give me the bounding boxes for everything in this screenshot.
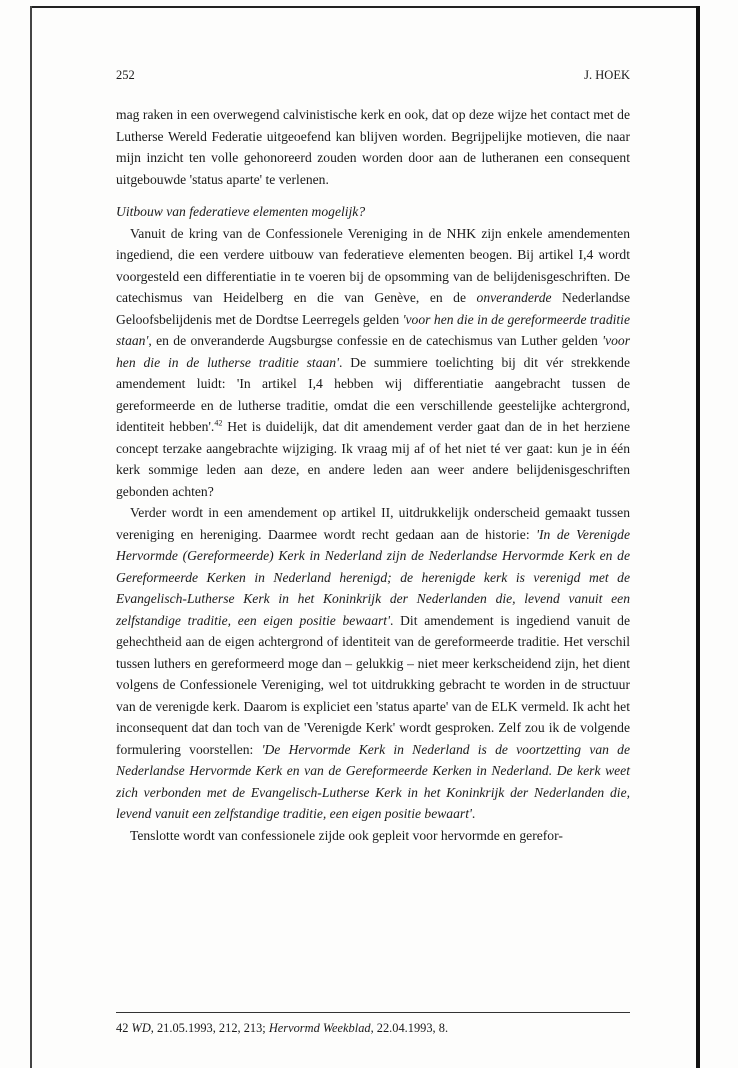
text-run: . Dit amendement is ingediend vanuit de gehechtheid aan de eigen achtergrond of identiteit van de gereformeerde traditie. Het verschil tussen luthers en gereformeerd moge dan – gelukkig – niet meer kerkscheidend zijn, het dient volgens de Confessionele Vereniging, wel tot uitdrukking gebracht te worden in de structuur van de verenigde kerk. Daarom is expliciet een 'status aparte' van de ELK vermeld. Ik acht het inconsequent dat dan toch van de 'Verenigde Kerk' wordt gesproken. Zelf zou ik de volgende formulering voorstellen: <box>116 612 630 757</box>
page-number: 252 <box>116 68 135 82</box>
italic-text: WD <box>131 1021 151 1035</box>
paragraph <box>116 825 630 847</box>
italic-text: 'De Hervormde Kerk in Nederland is de voortzetting van de Nederlandse Hervormde Kerk en van de Gereformeerde Kerken in Nederland. De kerk weet zich verbonden met de Evangelisch-Lutherse Kerk in het Koninkrijk der Nederlanden die, levend vanuit een zelfstandige traditie, een eigen positie bewaart' <box>116 741 631 821</box>
text-run: mag raken in een overwegend calvinistische kerk en ook, dat op deze wijze het contact met de Lutherse Wereld Federatie uitgeoefend kan blijven worden. Begrijpelijke motieven, die naar mijn inzicht ten volle gehonoreerd zouden worden door aan de lutheranen een consequent uitgebouwde 'status aparte' te verlenen. <box>116 107 630 187</box>
footnote-rule <box>116 1012 630 1013</box>
text-run: Vanuit de kring van de Confessionele Vereniging in de NHK zijn enkele amendementen ingediend, die een verdere uitbouw van federatieve elementen beogen. Bij artikel I,4 wordt voorgesteld een differentiatie in te voeren bij de opsomming van de belijdenisgeschriften. De catechismus van Heidelberg en die van Genève, en de <box>116 225 630 305</box>
running-head-author: J. HOEK <box>584 68 630 82</box>
italic-text: Uitbouw van federatieve elementen mogelijk? <box>116 204 366 219</box>
text-run: . De summiere toelichting bij dit vér strekkende amendement luidt: 'In artikel I,4 hebben wij differentiatie aangebracht tussen de gereformeerde en de lutherse traditie, omdat die een verschillende geestelijke achtergrond, identiteit hebben'. <box>116 354 630 434</box>
italic-text: 'voor hen die in de gereformeerde traditie staan' <box>116 311 630 348</box>
section-heading <box>116 201 630 223</box>
scan-border-left <box>30 6 32 1068</box>
footnote <box>116 1020 630 1036</box>
scan-border-right <box>696 6 700 1068</box>
running-header <box>116 68 630 83</box>
paragraph <box>116 223 630 503</box>
scan-border-top <box>30 6 700 8</box>
italic-text: Hervormd Weekblad <box>268 1021 371 1035</box>
text-run: , 21.05.1993, 212, 213; <box>150 1021 269 1035</box>
footnote-ref: 42 <box>214 418 223 428</box>
paragraph <box>116 104 630 190</box>
text-run: Verder wordt in een amendement op artikel II, uitdrukkelijk onderscheid gemaakt tussen vereniging en hereniging. Daarmee wordt recht gedaan aan de historie: <box>116 505 630 542</box>
italic-text: onveranderde <box>476 290 552 305</box>
footnote-text <box>132 1021 449 1035</box>
text-run: Het is duidelijk, dat dit amendement verder gaat dan de in het herziene concept terzake aangebrachte wijziging. Ik vraag mij af of het niet té ver gaat: kun je in één kerk sommige leden aan deze, en andere leden aan weer andere belijdenisgeschriften gebonden achten? <box>116 419 630 499</box>
body-text <box>116 104 630 846</box>
text-run: , en de onveranderde Augsburgse confessie en de catechismus van Luther gelden <box>148 333 603 348</box>
text-run: Nederlandse Geloofsbelijdenis met de Dordtse Leerregels gelden <box>116 290 630 327</box>
italic-text: 'In de Verenigde Hervormde (Gereformeerde) Kerk in Nederland zijn de Nederlandse Hervormde Kerk en de Gereformeerde Kerken in Nederland herenigd; de herenigde kerk is verenigd met de Evangelisch-Lutherse Kerk in het Koninkrijk der Nederlanden die, levend vanuit een zelfstandige traditie, een eigen positie bewaart' <box>116 526 630 628</box>
footnote-number: 42 <box>116 1021 129 1035</box>
text-run: , 22.04.1993, 8. <box>370 1021 449 1035</box>
paragraph <box>116 502 630 825</box>
text-run: Tenslotte wordt van confessionele zijde ook gepleit voor hervormde en gerefor- <box>130 827 563 843</box>
italic-text: 'voor hen die in de lutherse traditie staan' <box>116 333 630 370</box>
text-run: . <box>471 806 476 821</box>
